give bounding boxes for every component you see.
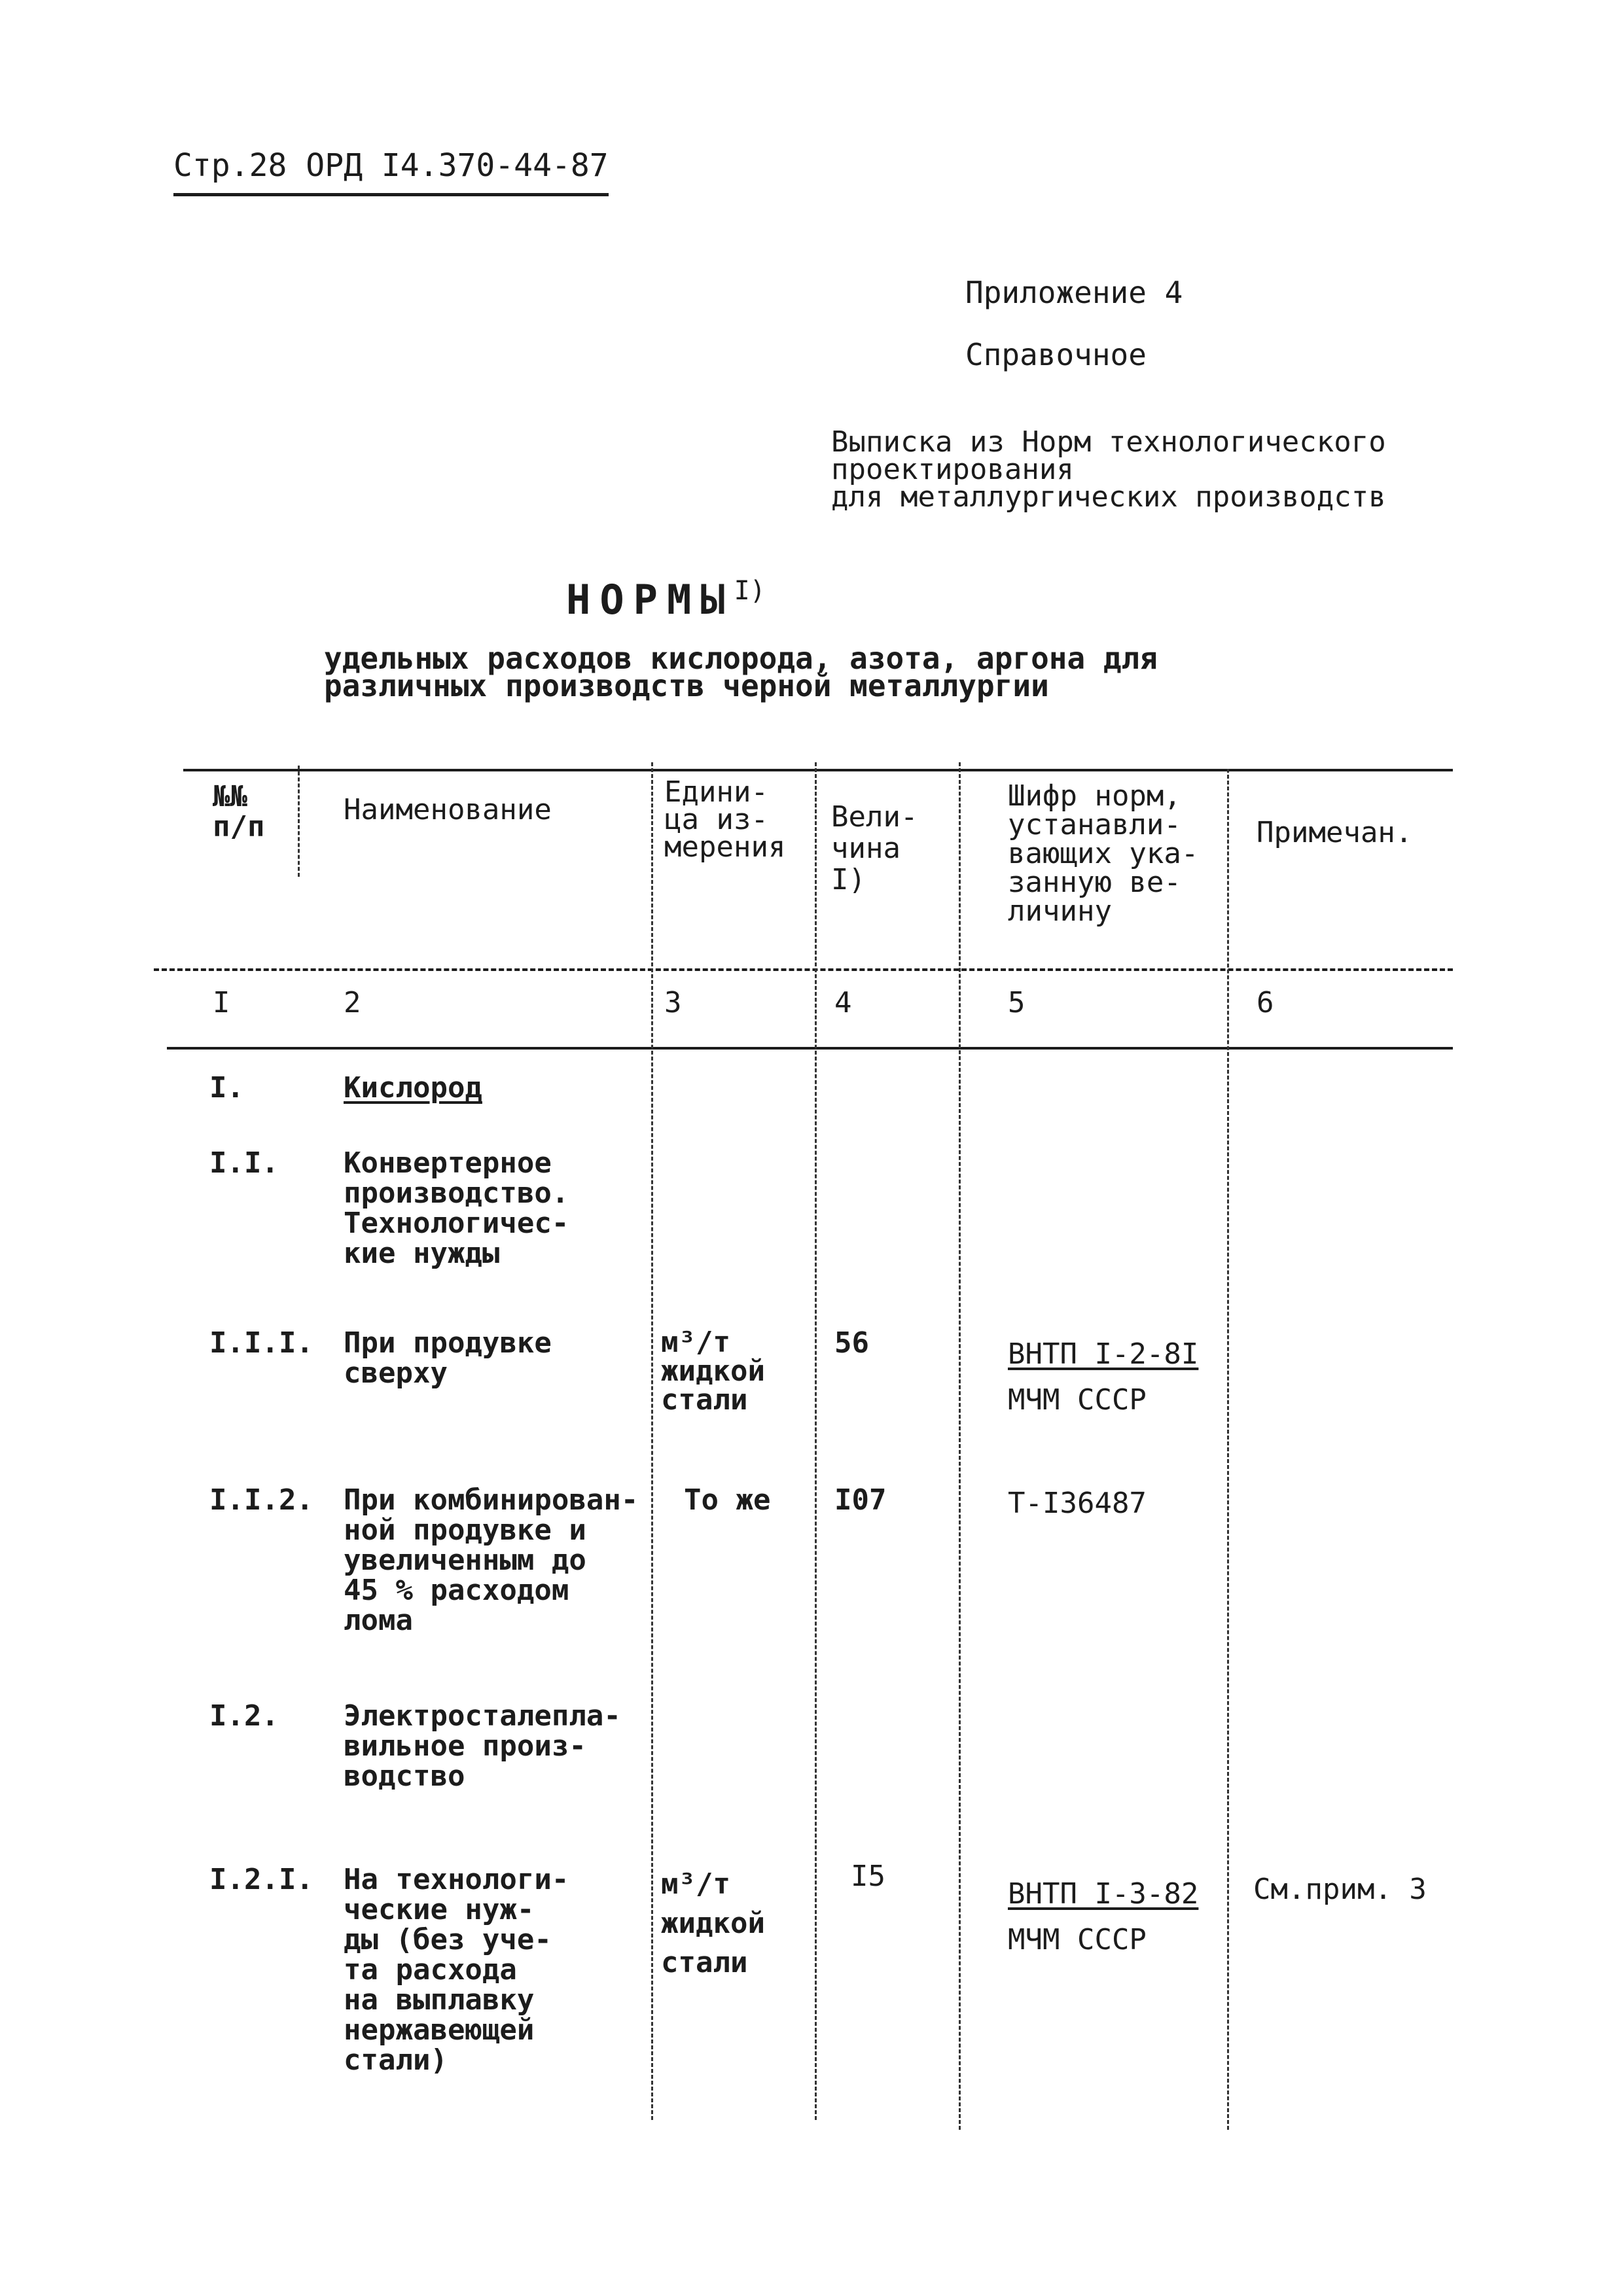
extract-line: Выписка из Норм технологического [831, 425, 1386, 459]
header-bottom-rule [154, 968, 1453, 971]
column-number: 4 [834, 986, 852, 1019]
row-name: Электросталепла- вильное произ- водство [344, 1699, 621, 1793]
column-divider [959, 762, 961, 2130]
column-divider [815, 762, 817, 2120]
extract-line: проектирования [831, 453, 1074, 486]
subtitle-line: различных производств черной металлургии [324, 668, 1049, 703]
row-code: ВНТП I-2-8I МЧМ СССР [1008, 1337, 1199, 1417]
row-number: I.I.2. [209, 1483, 313, 1517]
document-title [566, 576, 766, 624]
row-unit: м³/т жидкой стали [661, 1867, 765, 1979]
row-unit: То же [684, 1483, 771, 1517]
header-value: Вели- чина I) [831, 800, 918, 896]
header-unit: Едини- ца из- мерения [664, 775, 786, 864]
row-name: Кислород [344, 1071, 482, 1104]
column-divider [298, 766, 300, 877]
table-top-rule [183, 769, 1453, 771]
row-code: Т-I36487 [1008, 1487, 1147, 1520]
row-value: 56 [834, 1326, 869, 1360]
row-note: См.прим. 3 [1253, 1873, 1427, 1906]
reference-note: Справочное [965, 337, 1147, 372]
header-number: №№ п/п [213, 780, 265, 843]
row-name: При продувке сверху [344, 1326, 552, 1390]
document-subtitle [324, 641, 1158, 703]
row-number: I.2. [209, 1699, 279, 1733]
row-name: На технологи- ческие нуж- ды (без уче- та расхода на выплавку нержавеющей стали) [344, 1863, 569, 2077]
title-text: НОРМЫ [566, 576, 734, 624]
column-number: 5 [1008, 986, 1026, 1019]
column-number: 2 [344, 986, 361, 1019]
row-name: При комбинирован- ной продувке и увеличенным до 45 % расходом лома [344, 1483, 639, 1637]
row-number: I.2.I. [209, 1863, 313, 1896]
numbers-bottom-rule [167, 1047, 1453, 1050]
row-unit: м³/т жидкой стали [661, 1326, 765, 1417]
column-divider [651, 762, 653, 2120]
row-code: ВНТП I-3-82 МЧМ СССР [1008, 1877, 1199, 1956]
row-value: I5 [851, 1860, 885, 1893]
column-number: I [213, 986, 230, 1019]
page-reference: Стр.28 ОРД I4.370-44-87 [173, 147, 609, 196]
title-footnote: I) [734, 576, 766, 606]
extract-block [831, 425, 1386, 514]
header-note: Примечан. [1257, 816, 1413, 849]
column-number: 3 [664, 986, 682, 1019]
header-name: Наименование [344, 793, 552, 826]
row-number: I.I. [209, 1146, 279, 1180]
row-number: I. [209, 1071, 244, 1104]
row-value: I07 [834, 1483, 887, 1517]
row-number: I.I.I. [209, 1326, 313, 1360]
column-number: 6 [1257, 986, 1274, 1019]
column-divider [1227, 769, 1229, 2130]
subtitle-line: удельных расходов кислорода, азота, аргона для [324, 641, 1158, 676]
appendix-label: Приложение 4 [965, 275, 1183, 310]
header-code: Шифр норм, устанавли- вающих ука- занную ве- личину [1008, 779, 1199, 928]
extract-line: для металлургических производств [831, 480, 1386, 514]
row-name: Конвертерное производство. Технологичес- кие нужды [344, 1146, 569, 1270]
